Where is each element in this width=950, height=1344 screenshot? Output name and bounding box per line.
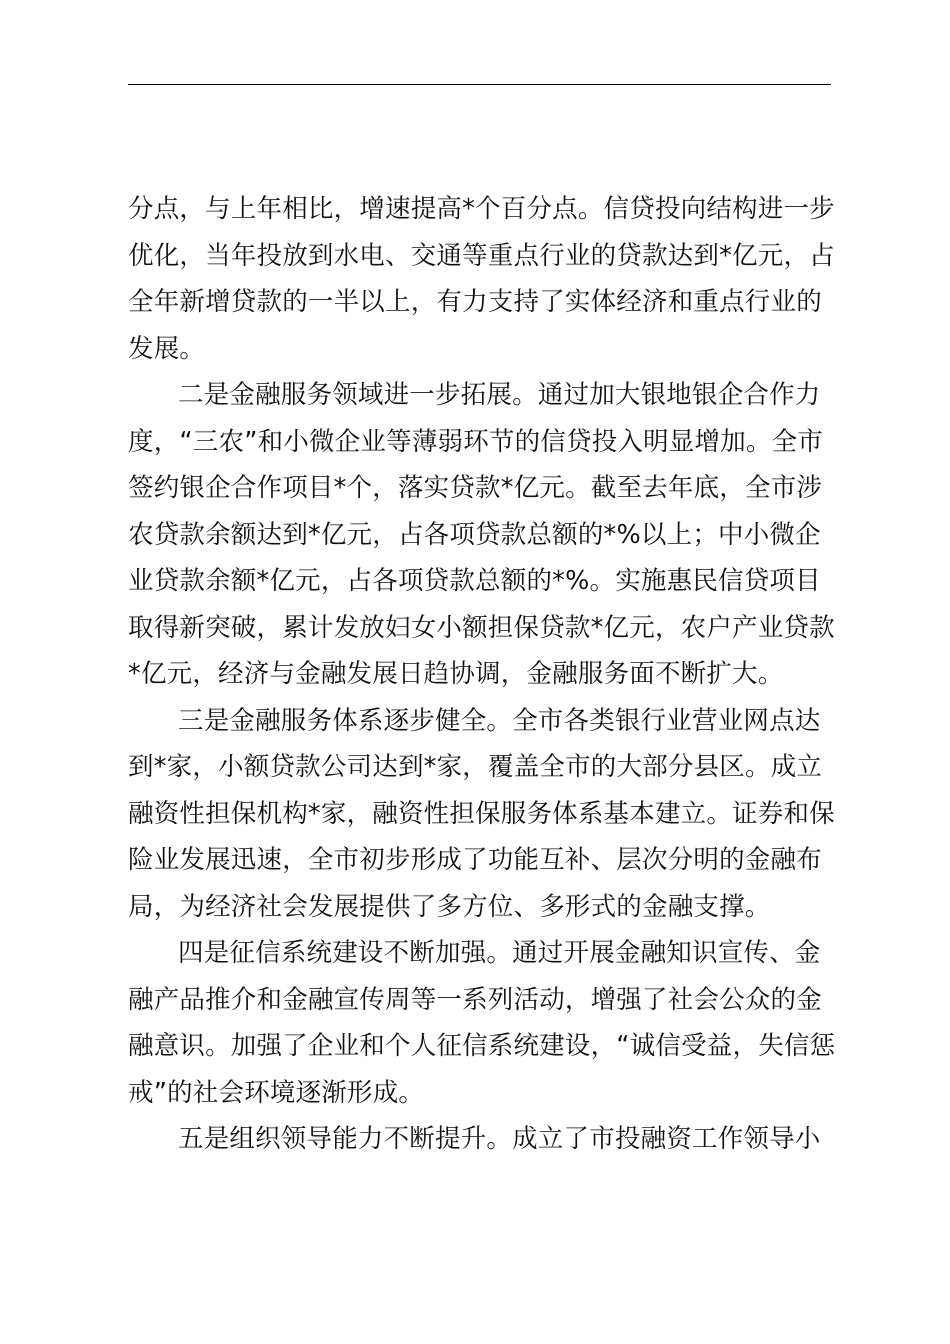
text-line: 优化，当年投放到水电、交通等重点行业的贷款达到*亿元，占: [128, 240, 835, 271]
text-line: 局，为经济社会发展提供了多方位、多形式的金融支撑。: [128, 891, 771, 922]
text-line: 到*家，小额贷款公司达到*家，覆盖全市的大部分县区。成立: [128, 752, 823, 782]
text-line: 戒”的社会环境逐渐形成。: [128, 1077, 425, 1108]
text-line: 融资性担保机构*家，融资性担保服务体系基本建立。证券和保: [128, 798, 835, 829]
text-line: 度，“三农”和小微企业等薄弱环节的信贷投入明显增加。全市: [128, 426, 824, 457]
text-line: 融产品推介和金融宣传周等一系列活动，增强了社会公众的金: [128, 984, 822, 1015]
text-line: 险业发展迅速，全市初步形成了功能互补、层次分明的金融布: [128, 845, 822, 875]
text-line: 分点，与上年相比，增速提高*个百分点。信贷投向结构进一步: [128, 194, 835, 224]
text-line: 业贷款余额*亿元，占各项贷款总额的*%。实施惠民信贷项目: [128, 566, 821, 596]
text-line: 取得新突破，累计发放妇女小额担保贷款*亿元，农户产业贷款: [128, 612, 835, 643]
document-body: [128, 186, 834, 1163]
text-line: 融意识。加强了企业和个人征信系统建设，“诚信受益，失信惩: [128, 1031, 836, 1061]
text-line: 发展。: [128, 333, 206, 364]
paragraph-3-start: 三是金融服务体系逐步健全。全市各类银行业营业网点达: [178, 705, 821, 736]
text-line: 全年新增贷款的一半以上，有力支持了实体经济和重点行业的: [128, 287, 822, 317]
text-line: 签约银企合作项目*个，落实贷款*亿元。截至去年底，全市涉: [128, 473, 823, 503]
header-rule: [128, 84, 831, 85]
text-line: *亿元，经济与金融发展日趋协调，金融服务面不断扩大。: [128, 659, 784, 689]
text-line: 农贷款余额达到*亿元，占各项贷款总额的*%以上；中小微企: [128, 519, 821, 550]
paragraph-4-start: 四是征信系统建设不断加强。通过开展金融知识宣传、金: [178, 938, 821, 968]
paragraph-5-start: 五是组织领导能力不断提升。成立了市投融资工作领导小: [178, 1124, 821, 1154]
paragraph-2-start: 二是金融服务领域进一步拓展。通过加大银地银企合作力: [178, 380, 821, 410]
